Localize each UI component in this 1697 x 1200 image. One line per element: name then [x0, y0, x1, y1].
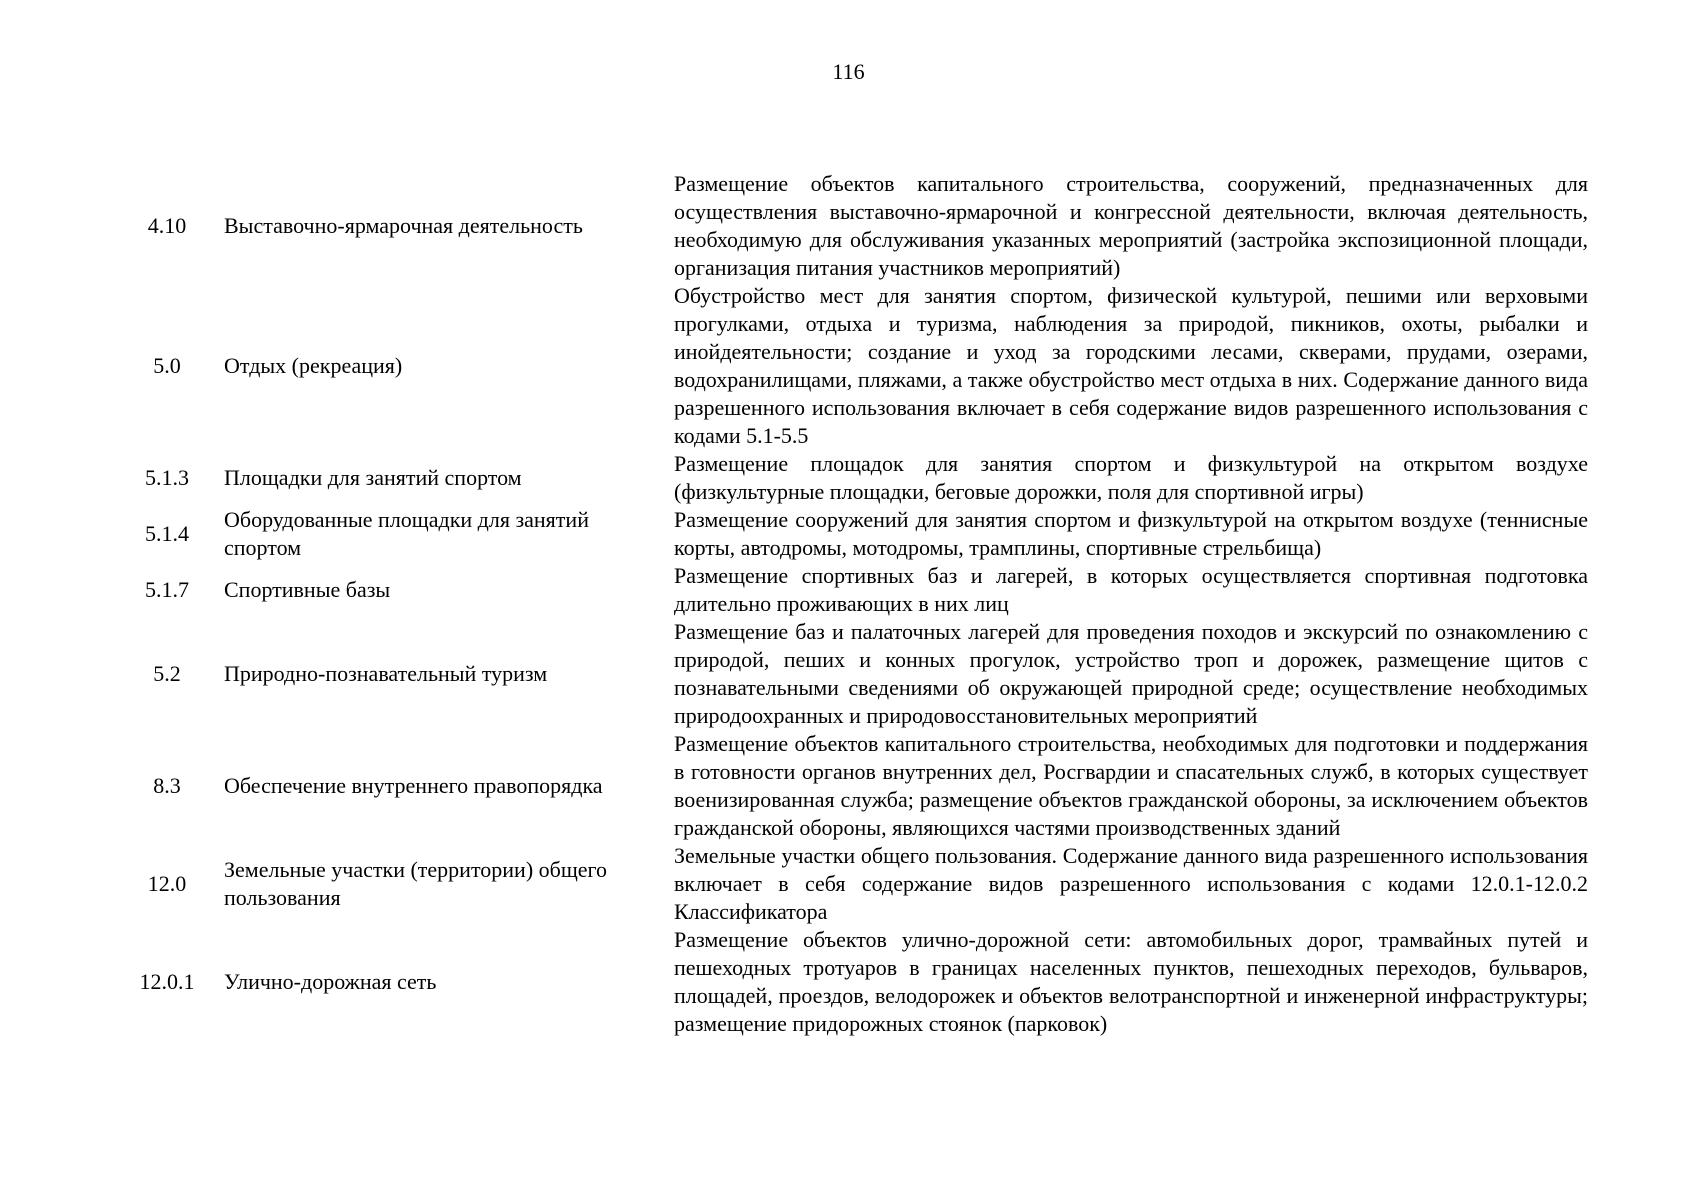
table-row [118, 562, 1596, 618]
row-name: Выставочно-ярмарочная деятельность [224, 213, 583, 238]
row-description: Размещение объектов капитального строительства, сооружений, предназначенных для осуществления выставочно-ярмарочной и конгрессной деятельности, включая деятельность, необходимую для обслуживания указанных мероприятий (застройка экспозиционной площади, организация питания участников мероприятий) [674, 171, 1588, 280]
row-description: Размещение объектов улично-дорожной сети: автомобильных дорог, трамвайных путей и пешеходных тротуаров в границах населенных пунктов, пешеходных переходов, бульваров, площадей, проездов, велодорожек и объектов велотранспортной и инженерной инфраструктуры; размещение придорожных стоянок (парковок) [674, 927, 1588, 1036]
row-description: Размещение баз и палаточных лагерей для проведения походов и экскурсий по ознакомлению с природой, пеших и конных прогулок, устройство троп и дорожек, размещение щитов с познавательными сведениями об окружающей природной среде; осуществление необходимых природоохранных и природовосстановительных мероприятий [674, 619, 1588, 728]
row-description: Земельные участки общего пользования. Содержание данного вида разрешенного использования включает в себя содержание видов разрешенного использования с кодами 12.0.1-12.0.2 Классификатора [674, 843, 1588, 924]
row-code: 4.10 [147, 213, 187, 238]
table-row [118, 282, 1596, 450]
row-code: 8.3 [153, 773, 181, 798]
row-code: 5.0 [153, 353, 181, 378]
row-code: 5.1.7 [145, 577, 189, 602]
row-code: 12.0 [147, 871, 187, 896]
table-row [118, 506, 1596, 562]
table-row [118, 170, 1596, 282]
row-description: Размещение объектов капитального строительства, необходимых для подготовки и поддержания в готовности органов внутренних дел, Росгвардии и спасательных служб, в которых существует военизированная служба; размещение объектов гражданской обороны, за исключением объектов гражданской обороны, являющихся частями производственных зданий [674, 731, 1588, 840]
row-name: Природно-познавательный туризм [224, 661, 548, 686]
table-row [118, 618, 1596, 730]
row-name: Спортивные базы [224, 577, 391, 602]
land-use-table [118, 170, 1596, 1038]
table-row [118, 842, 1596, 926]
table-row [118, 926, 1596, 1038]
row-code: 5.2 [153, 661, 181, 686]
table-row [118, 450, 1596, 506]
row-name: Улично-дорожная сеть [224, 969, 437, 994]
row-name: Отдых (рекреация) [224, 353, 403, 378]
row-name: Обеспечение внутреннего правопорядка [224, 773, 603, 798]
row-name: Площадки для занятий спортом [224, 465, 522, 490]
page-number: 116 [832, 59, 865, 84]
row-code: 12.0.1 [139, 969, 195, 994]
table-row [118, 730, 1596, 842]
row-description: Обустройство мест для занятия спортом, физической культурой, пешими или верховыми прогулками, отдыха и туризма, наблюдения за природой, пикников, охоты, рыбалки и инойдеятельности; создание и уход за городскими лесами, скверами, прудами, озерами, водохранилищами, пляжами, а также обустройство мест отдыха в них. Содержание данного вида разрешенного использования включает в себя содержание видов разрешенного использования с кодами 5.1-5.5 [674, 283, 1588, 448]
row-description: Размещение спортивных баз и лагерей, в которых осуществляется спортивная подготовка длительно проживающих в них лиц [674, 563, 1588, 616]
row-code: 5.1.4 [145, 521, 189, 546]
row-description: Размещение площадок для занятия спортом и физкультурой на открытом воздухе (физкультурные площадки, беговые дорожки, поля для спортивной игры) [674, 451, 1588, 504]
row-name: Земельные участки (территории) общего пользования [224, 857, 608, 910]
row-description: Размещение сооружений для занятия спортом и физкультурой на открытом воздухе (теннисные корты, автодромы, мотодромы, трамплины, спортивные стрельбища) [674, 507, 1588, 560]
row-name: Оборудованные площадки для занятий спортом [224, 507, 589, 560]
row-code: 5.1.3 [145, 465, 189, 490]
